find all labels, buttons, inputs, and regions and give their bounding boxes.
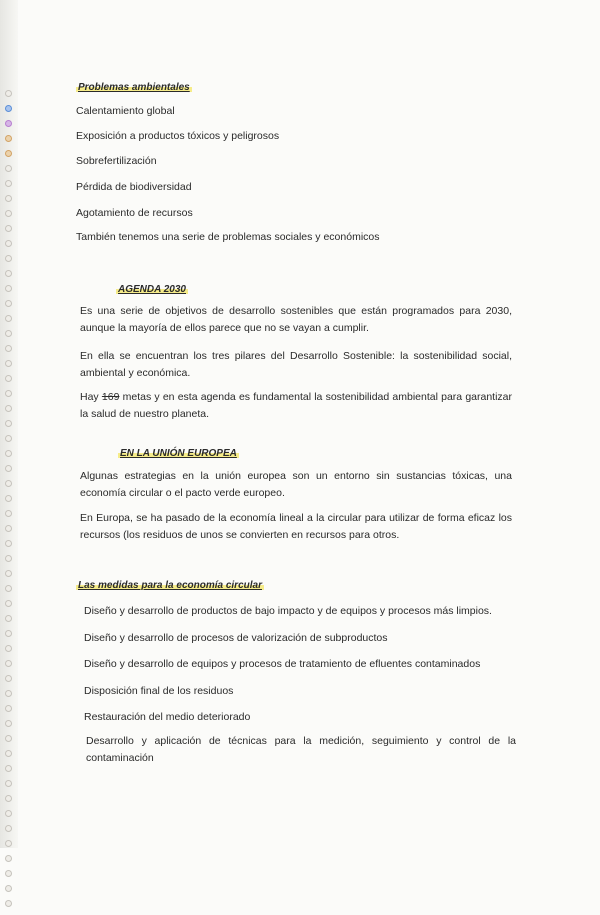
agenda-paragraph-3: Hay 169 metas y en esta agenda es fundamental la sostenibilidad ambiental para garantizar la salud de nuestro planeta. <box>80 391 513 420</box>
list-item: Restauración del medio deteriorado <box>84 711 251 723</box>
ue-paragraph-2: En Europa, se ha pasado de la economía lineal a la circular para utilizar de forma eficaz los recursos (los residuos de unos se convierten en recursos para otros. <box>80 512 512 541</box>
section-heading-ue: EN LA UNIÓN EUROPEA <box>120 448 237 459</box>
list-item: Agotamiento de recursos <box>76 207 193 219</box>
list-item: Diseño y desarrollo de procesos de valorización de subproductos <box>84 632 388 644</box>
list-item: Exposición a productos tóxicos y peligrosos <box>76 130 280 142</box>
list-item: Diseño y desarrollo de equipos y procesos de tratamiento de efluentes contaminados <box>84 658 481 670</box>
ue-paragraph-1: Algunas estrategias en la unión europea son un entorno sin sustancias tóxicas, una economía circular o el pacto verde europeo. <box>80 470 512 499</box>
list-item: Diseño y desarrollo de productos de bajo impacto y de equipos y procesos más limpios. <box>84 605 492 617</box>
section-heading-problemas: Problemas ambientales <box>78 82 190 93</box>
agenda-paragraph-1: Es una serie de objetivos de desarrollo sostenibles que están programados para 2030, aunque la mayoría de ellos parece que no se vayan a cumplir. <box>80 305 512 334</box>
list-item: Sobrefertilización <box>76 155 157 167</box>
section-heading-agenda: AGENDA 2030 <box>118 284 186 295</box>
list-item: Desarrollo y aplicación de técnicas para la medición, seguimiento y control de la contaminación <box>86 735 516 764</box>
list-item: Pérdida de biodiversidad <box>76 181 192 193</box>
struck-number: 169 <box>101 391 120 403</box>
binder-holes <box>2 90 14 915</box>
list-item: Calentamiento global <box>76 105 175 117</box>
problemas-note: También tenemos una serie de problemas sociales y económicos <box>76 231 380 243</box>
list-item: Disposición final de los residuos <box>84 685 234 697</box>
agenda-paragraph-2: En ella se encuentran los tres pilares del Desarrollo Sostenible: la sostenibilidad social, ambiental y económica. <box>80 350 512 379</box>
section-heading-medidas: Las medidas para la economía circular <box>78 580 262 591</box>
notebook-edge <box>0 0 18 848</box>
